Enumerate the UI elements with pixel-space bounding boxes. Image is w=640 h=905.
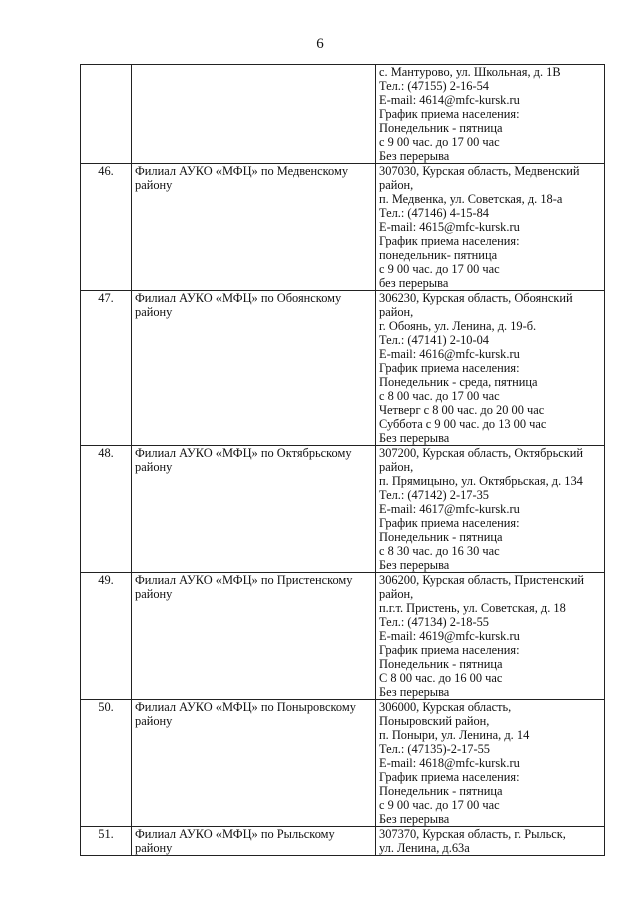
contact-line: Понедельник - пятница xyxy=(379,657,503,671)
contact-line: Понедельник - среда, пятница xyxy=(379,375,538,389)
contact-line: График приема населения: xyxy=(379,361,520,375)
contact-line: График приема населения: xyxy=(379,516,520,530)
row-number: 47. xyxy=(81,291,132,446)
contact-line: с 8 30 час. до 16 30 час xyxy=(379,544,500,558)
contact-line: E-mail: 4614@mfc-kursk.ru xyxy=(379,93,520,107)
branch-name: Филиал АУКО «МФЦ» по Поныровскому району xyxy=(135,700,356,728)
contact-line: 306230, Курская область, Обоянский xyxy=(379,291,573,305)
table-row xyxy=(81,573,605,700)
contact-line: E-mail: 4619@mfc-kursk.ru xyxy=(379,629,520,643)
contact-line: Четверг с 8 00 час. до 20 00 час xyxy=(379,403,545,417)
table-row xyxy=(81,291,605,446)
mfc-branches-table xyxy=(80,64,605,856)
branch-name-cell xyxy=(132,827,376,856)
contact-line: район, xyxy=(379,460,414,474)
table-row xyxy=(81,164,605,291)
branch-contact-cell xyxy=(376,827,605,856)
contact-line: Без перерыва xyxy=(379,431,450,445)
contact-line: с 9 00 час. до 17 00 час xyxy=(379,262,500,276)
row-number xyxy=(81,65,132,164)
branch-contact-cell xyxy=(376,65,605,164)
branch-name-cell xyxy=(132,291,376,446)
contact-line: Без перерыва xyxy=(379,149,450,163)
branch-contact-cell xyxy=(376,446,605,573)
contact-line: 306200, Курская область, Пристенский xyxy=(379,573,584,587)
branch-name-cell xyxy=(132,573,376,700)
table-body xyxy=(81,65,605,856)
contact-line: район, xyxy=(379,587,414,601)
contact-line: E-mail: 4617@mfc-kursk.ru xyxy=(379,502,520,516)
branch-contact-cell xyxy=(376,164,605,291)
contact-line: График приема населения: xyxy=(379,770,520,784)
contact-line: понедельник- пятница xyxy=(379,248,498,262)
branch-name-cell xyxy=(132,164,376,291)
row-number: 50. xyxy=(81,700,132,827)
row-number: 46. xyxy=(81,164,132,291)
contact-line: 307030, Курская область, Медвенский xyxy=(379,164,580,178)
branch-contact-cell xyxy=(376,291,605,446)
branch-name-cell xyxy=(132,700,376,827)
contact-line: С 8 00 час. до 16 00 час xyxy=(379,671,503,685)
branch-contact-cell xyxy=(376,573,605,700)
contact-line: Без перерыва xyxy=(379,685,450,699)
contact-line: Без перерыва xyxy=(379,558,450,572)
branch-contact-cell xyxy=(376,700,605,827)
contact-line: Тел.: (47146) 4-15-84 xyxy=(379,206,489,220)
row-number: 48. xyxy=(81,446,132,573)
contact-line: Понедельник - пятница xyxy=(379,784,503,798)
contact-line: E-mail: 4616@mfc-kursk.ru xyxy=(379,347,520,361)
contact-line: район, xyxy=(379,305,414,319)
contact-line: 306000, Курская область, xyxy=(379,700,512,714)
contact-line: Тел.: (47134) 2-18-55 xyxy=(379,615,489,629)
contact-line: Поныровский район, xyxy=(379,714,490,728)
branch-name: Филиал АУКО «МФЦ» по Октябрьскому району xyxy=(135,446,352,474)
contact-line: п. Медвенка, ул. Советская, д. 18-а xyxy=(379,192,563,206)
table-row xyxy=(81,446,605,573)
table-row xyxy=(81,700,605,827)
row-number: 49. xyxy=(81,573,132,700)
contact-line: 307200, Курская область, Октябрьский xyxy=(379,446,584,460)
contact-line: г. Обоянь, ул. Ленина, д. 19-б. xyxy=(379,319,537,333)
contact-line: График приема населения: xyxy=(379,643,520,657)
contact-line: Понедельник - пятница xyxy=(379,530,503,544)
contact-line: Без перерыва xyxy=(379,812,450,826)
page-number: 6 xyxy=(316,36,324,52)
contact-line: с 9 00 час. до 17 00 час xyxy=(379,135,500,149)
branch-name-cell xyxy=(132,446,376,573)
contact-line: Тел.: (47141) 2-10-04 xyxy=(379,333,489,347)
contact-line: Тел.: (47135)-2-17-55 xyxy=(379,742,491,756)
branch-name: Филиал АУКО «МФЦ» по Медвенскому району xyxy=(135,164,349,192)
contact-line: с 8 00 час. до 17 00 час xyxy=(379,389,500,403)
table-row xyxy=(81,65,605,164)
branch-name-cell xyxy=(132,65,376,164)
contact-line: E-mail: 4615@mfc-kursk.ru xyxy=(379,220,520,234)
branch-name: Филиал АУКО «МФЦ» по Рыльскому району xyxy=(135,827,335,855)
branch-name: Филиал АУКО «МФЦ» по Обоянскому району xyxy=(135,291,342,319)
contact-line: ул. Ленина, д.63а xyxy=(379,841,470,855)
contact-line: п.г.т. Пристень, ул. Советская, д. 18 xyxy=(379,601,566,615)
contact-line: п. Поныри, ул. Ленина, д. 14 xyxy=(379,728,530,742)
contact-line: без перерыва xyxy=(379,276,449,290)
contact-line: с 9 00 час. до 17 00 час xyxy=(379,798,500,812)
row-number: 51. xyxy=(81,827,132,856)
contact-line: 307370, Курская область, г. Рыльск, xyxy=(379,827,566,841)
contact-line: График приема населения: xyxy=(379,107,520,121)
contact-line: График приема населения: xyxy=(379,234,520,248)
contact-line: E-mail: 4618@mfc-kursk.ru xyxy=(379,756,520,770)
contact-line: Тел.: (47142) 2-17-35 xyxy=(379,488,489,502)
contact-line: район, xyxy=(379,178,414,192)
contact-line: Тел.: (47155) 2-16-54 xyxy=(379,79,489,93)
contact-line: с. Мантурово, ул. Школьная, д. 1В xyxy=(379,65,561,79)
contact-line: Суббота с 9 00 час. до 13 00 час xyxy=(379,417,547,431)
table-row xyxy=(81,827,605,856)
contact-line: п. Прямицыно, ул. Октябрьская, д. 134 xyxy=(379,474,583,488)
branch-name: Филиал АУКО «МФЦ» по Пристенскому району xyxy=(135,573,353,601)
contact-line: Понедельник - пятница xyxy=(379,121,503,135)
